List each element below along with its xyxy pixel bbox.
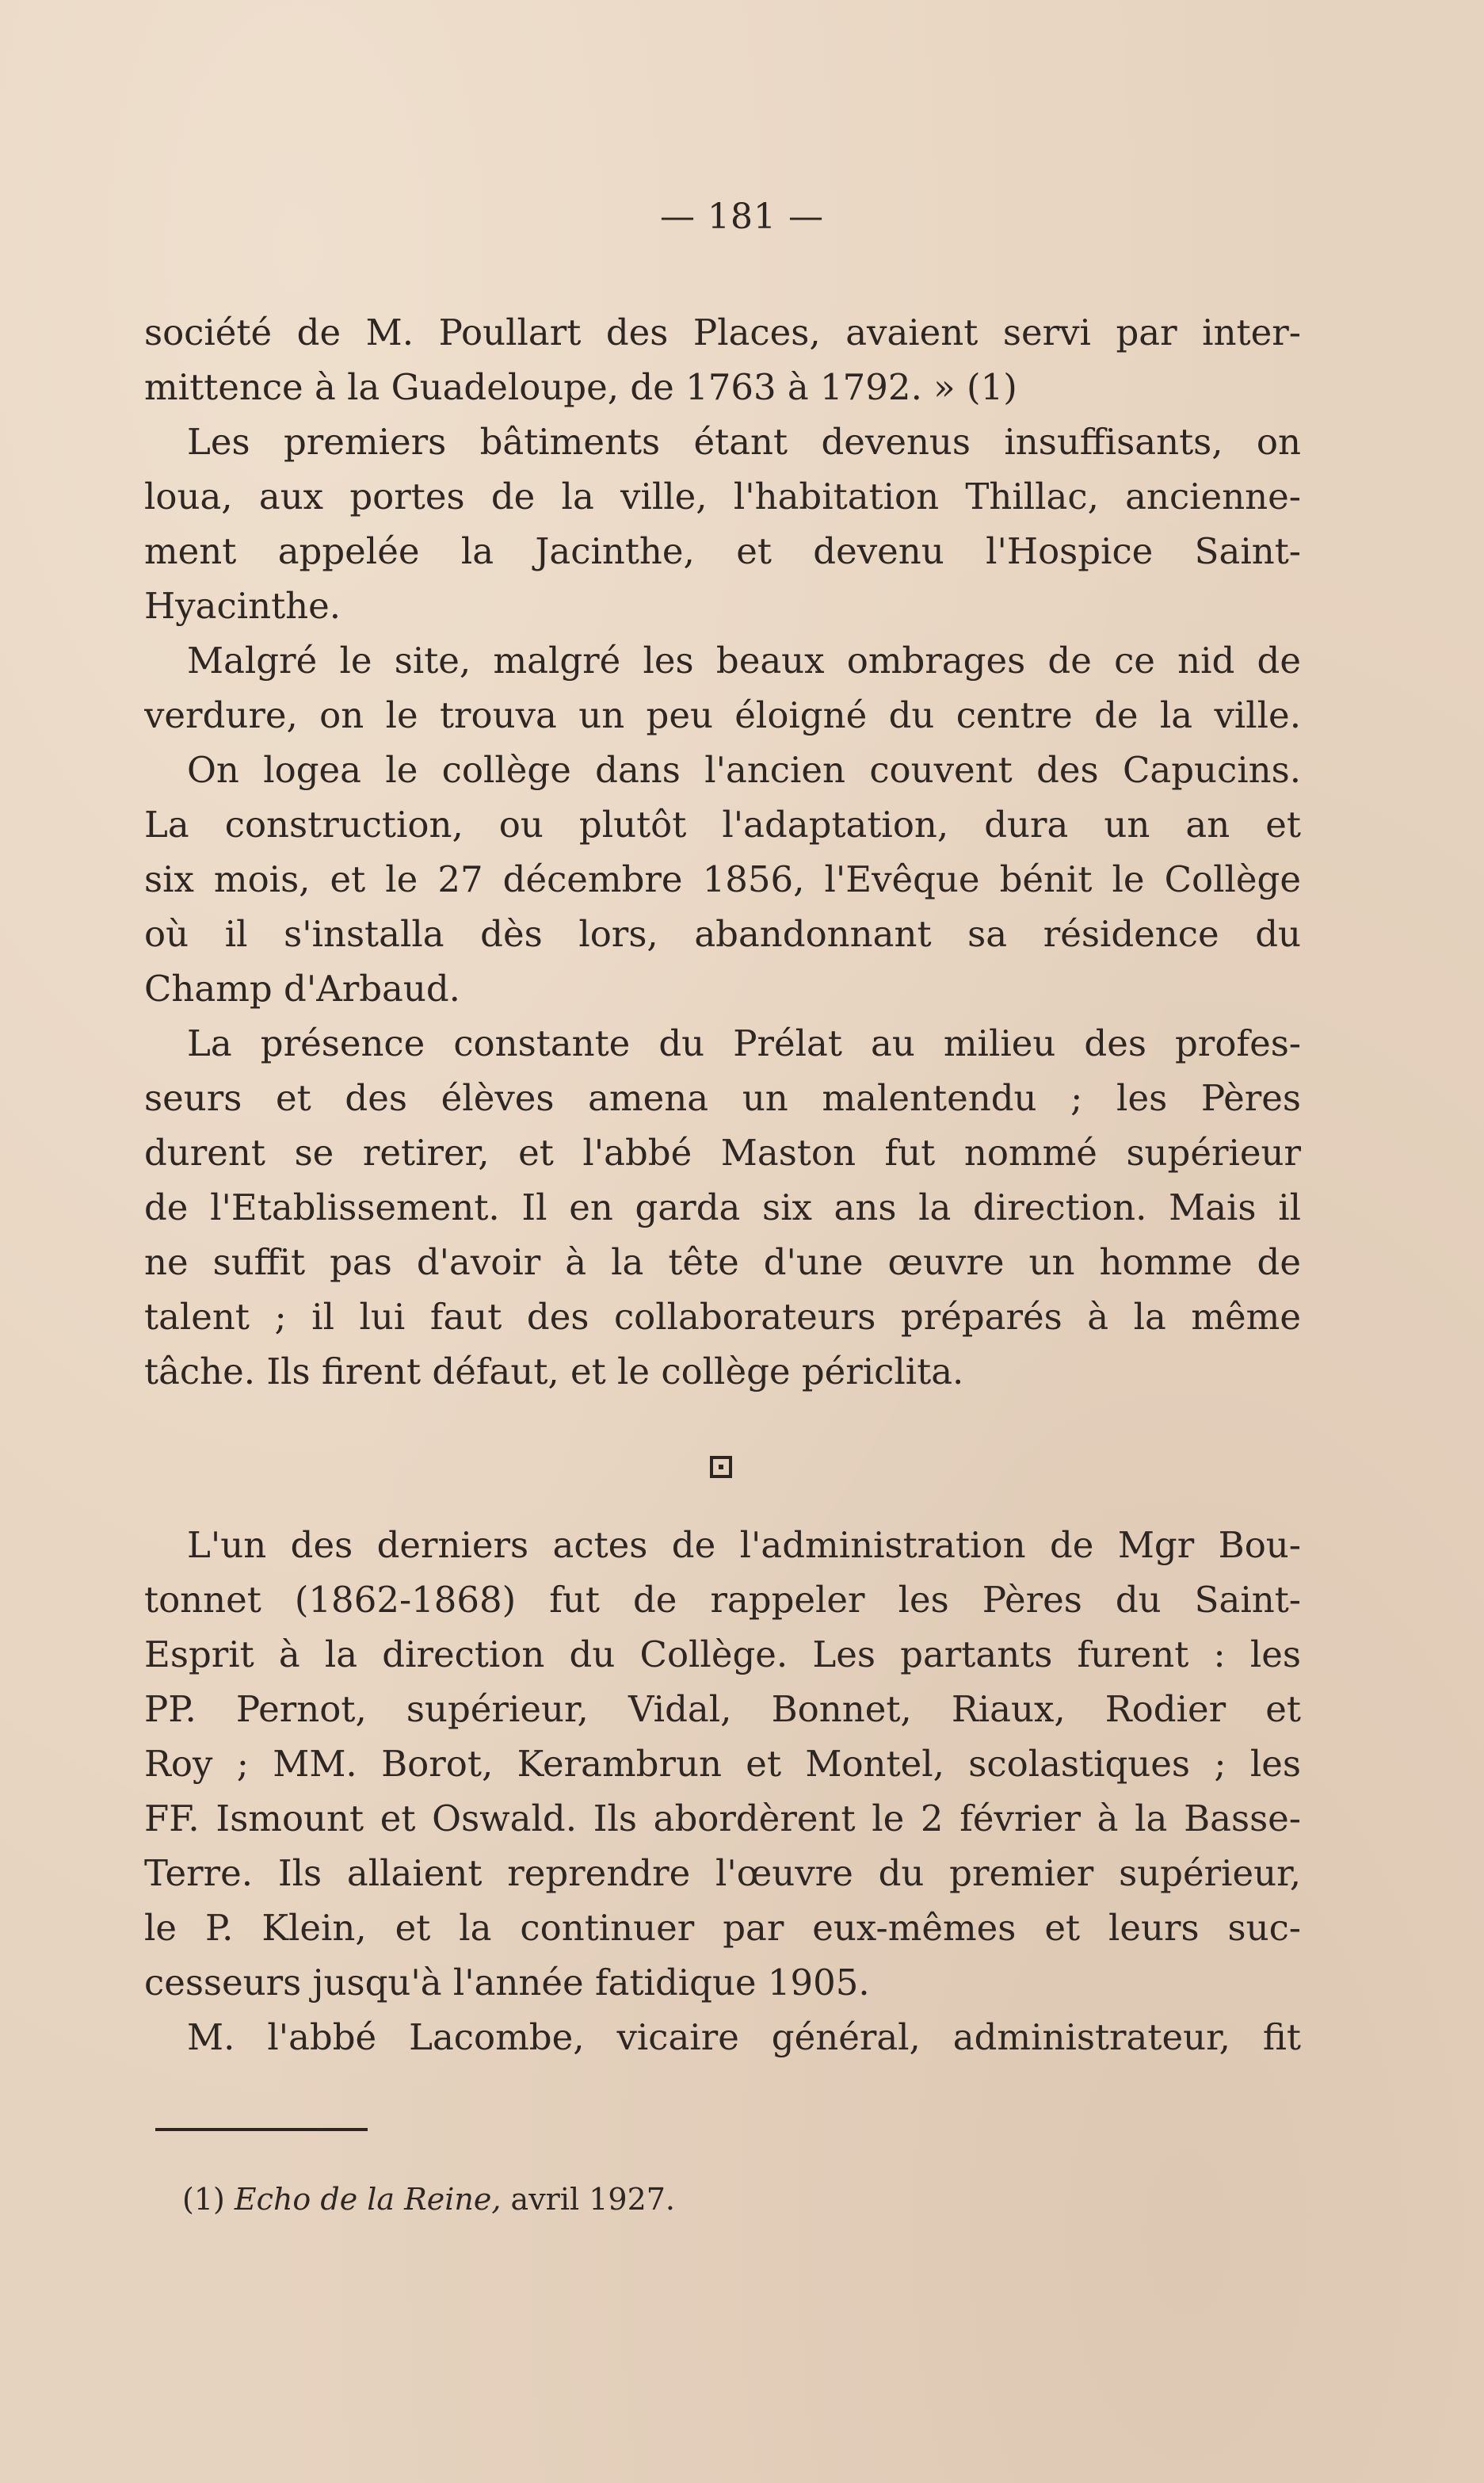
text-line: On logea le collège dans l'ancien couvent des Capucins.	[187, 749, 1301, 791]
footnote-date: avril 1927.	[510, 2182, 676, 2217]
text-line: mittence à la Guadeloupe, de 1763 à 1792. » (1)	[144, 366, 1017, 408]
text-line: PP. Pernot, supérieur, Vidal, Bonnet, Riaux, Rodier et	[144, 1688, 1301, 1730]
text-line: Les premiers bâtiments étant devenus insuffisants, on	[187, 421, 1301, 463]
footnote	[182, 2179, 1212, 2219]
text-line: cesseurs jusqu'à l'année fatidique 1905.	[144, 1962, 870, 2004]
text-line: talent ; il lui faut des collaborateurs préparés à la même	[144, 1296, 1301, 1338]
text-line: La construction, ou plutôt l'adaptation, dura un an et	[144, 804, 1301, 846]
text-line: tâche. Ils firent défaut, et le collège périclita.	[144, 1350, 964, 1392]
text-block-first	[144, 305, 1301, 1399]
text-line: société de M. Poullart des Places, avaient servi par inter-	[144, 311, 1301, 353]
text-line: seurs et des élèves amena un malentendu ; les Pères	[144, 1077, 1301, 1119]
text-line: où il s'installa dès lors, abandonnant sa résidence du	[144, 913, 1301, 955]
text-line: Champ d'Arbaud.	[144, 968, 460, 1010]
text-line: Malgré le site, malgré les beaux ombrages de ce nid de	[187, 640, 1301, 682]
footnote-source: Echo de la Reine,	[234, 2182, 502, 2217]
page-number: — 181 —	[660, 197, 824, 237]
text-line: six mois, et le 27 décembre 1856, l'Evêque bénit le Collège	[144, 858, 1301, 900]
text-line: loua, aux portes de la ville, l'habitation Thillac, ancienne-	[144, 476, 1301, 518]
text-line: Terre. Ils allaient reprendre l'œuvre du premier supérieur,	[144, 1852, 1301, 1894]
text-line: Esprit à la direction du Collège. Les partants furent : les	[144, 1633, 1301, 1675]
text-block-second	[144, 1518, 1301, 2065]
section-separator-icon	[710, 1456, 732, 1478]
text-line: ne suffit pas d'avoir à la tête d'une œuvre un homme de	[144, 1241, 1301, 1283]
text-line: FF. Ismount et Oswald. Ils abordèrent le 2 février à la Basse-	[144, 1797, 1301, 1839]
text-line: de l'Etablissement. Il en garda six ans la direction. Mais il	[144, 1186, 1301, 1228]
text-line: verdure, on le trouva un peu éloigné du centre de la ville.	[144, 694, 1301, 736]
text-line: durent se retirer, et l'abbé Maston fut nommé supérieur	[144, 1132, 1301, 1174]
text-line: le P. Klein, et la continuer par eux-mêmes et leurs suc-	[144, 1907, 1301, 1949]
text-line: ment appelée la Jacinthe, et devenu l'Hospice Saint-	[144, 530, 1301, 572]
text-line: La présence constante du Prélat au milieu des profes-	[187, 1022, 1301, 1064]
text-line: Roy ; MM. Borot, Kerambrun et Montel, scolastiques ; les	[144, 1743, 1301, 1785]
text-line: tonnet (1862-1868) fut de rappeler les Pères du Saint-	[144, 1579, 1301, 1621]
text-line: Hyacinthe.	[144, 585, 341, 627]
text-line: M. l'abbé Lacombe, vicaire général, administrateur, fit	[187, 2016, 1301, 2058]
footnote-marker: (1)	[182, 2182, 225, 2217]
footnote-divider	[155, 2128, 368, 2131]
text-line: L'un des derniers actes de l'administration de Mgr Bou-	[187, 1524, 1301, 1566]
